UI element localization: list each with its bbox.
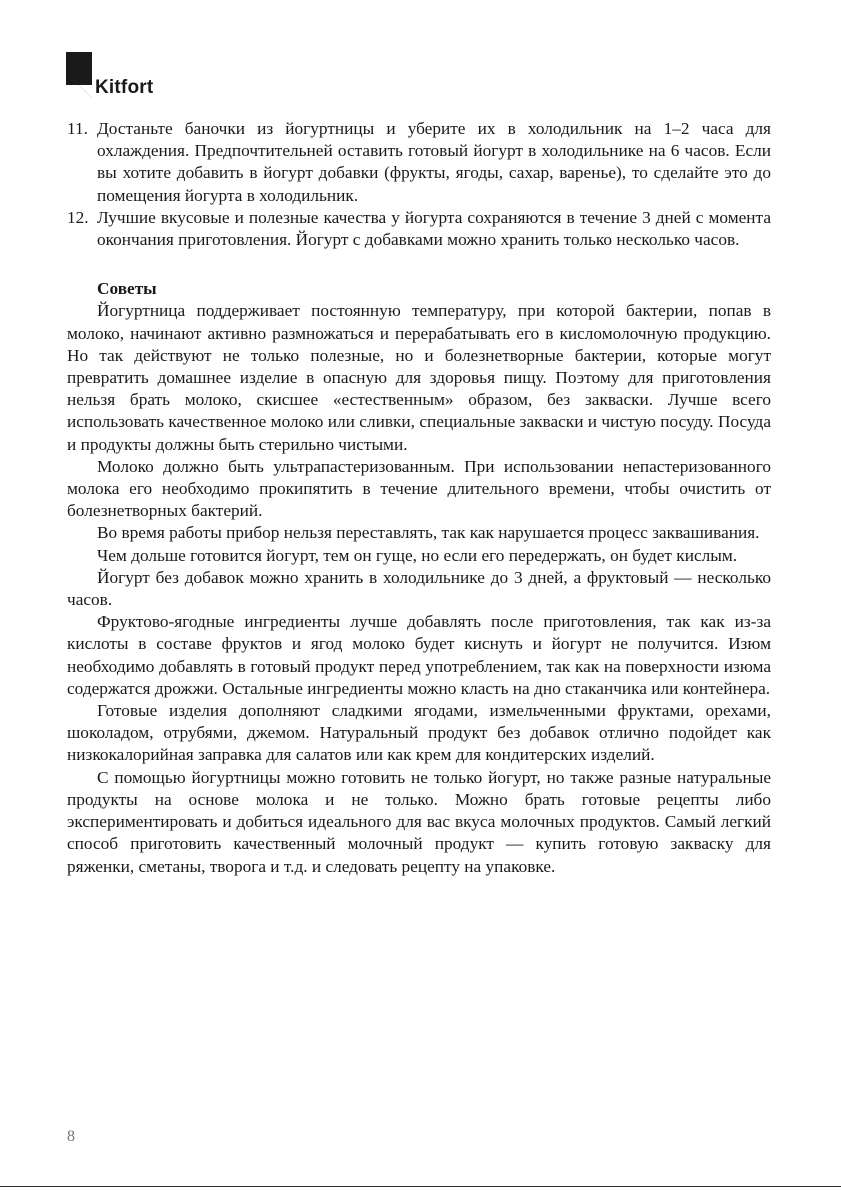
bottom-divider: [0, 1186, 841, 1187]
brand-logo: [66, 52, 153, 98]
paragraph: С помощью йогуртницы можно готовить не только йогурт, но также разные натуральные продукты на основе молока и не только. Можно брать готовые рецепты либо экспериментировать и добиться идеального для вас вкуса молочных продуктов. Самый легкий способ приготовить качественный молочный продукт — купить готовую закваску для ряженки, сметаны, творога и т.д. и следовать рецепту на упаковке.: [67, 767, 771, 876]
paragraph: Йогуртница поддерживает постоянную температуру, при которой бактерии, попав в молоко, начинают активно размножаться и перерабатывать его в кисломолочную продукцию. Но так действуют не только полезные, но и болезнетворные бактерии, которые могут превратить домашнее изделие в опасную для здоровья пищу. Поэтому для приготовления нельзя брать молоко, скисшее «естественным» образом, без закваски. Лучше всего использовать качественное молоко или сливки, специальные закваски и чистую посуду. Посуда и продукты должны быть стерильно чистыми.: [67, 301, 771, 454]
list-item: [67, 118, 771, 207]
page-content: [67, 118, 771, 878]
list-item: [67, 207, 771, 251]
paragraph: Готовые изделия дополняют сладкими ягодами, измельченными фруктами, орехами, шоколадом, отрубями, джемом. Натуральный продукт без добавок отлично подойдет как низкокалорийная заправка для салатов или как крем для кондитерских изделий.: [67, 701, 771, 765]
list-item-number: 11.: [67, 119, 88, 138]
brand-name: Kitfort: [95, 77, 154, 98]
list-item-text: Достаньте баночки из йогуртницы и уберите их в холодильник на 1–2 часа для охлаждения. Предпочтительней оставить готовый йогурт в холодильнике на 6 часов. Если вы хотите добавить в йогурт добавки (фрукты, ягоды, сахар, варенье), то сделайте это до помещения йогурта в холодильник.: [97, 119, 771, 205]
list-item-number: 12.: [67, 207, 89, 227]
kitfort-logo-icon: [66, 52, 92, 98]
paragraph: Чем дольше готовится йогурт, тем он гуще, но если его передержать, он будет кислым.: [97, 545, 738, 565]
instruction-list: [67, 118, 771, 251]
paragraph: Во время работы прибор нельзя переставлять, так как нарушается процесс заквашивания.: [97, 523, 760, 543]
section-title: Советы: [97, 279, 157, 299]
page-number: 8: [67, 1128, 75, 1145]
paragraph: Йогурт без добавок можно хранить в холодильнике до 3 дней, а фруктовый — несколько часов.: [67, 567, 771, 610]
paragraph: Молоко должно быть ультрапастеризованным. При использовании непастеризованного молока его необходимо прокипятить в течение длительного времени, чтобы очистить от болезнетворных бактерий.: [67, 456, 771, 521]
paragraph: Фруктово-ягодные ингредиенты лучше добавлять после приготовления, так как из-за кислоты в составе фруктов и ягод молоко будет киснуть и йогурт не получится. Изюм необходимо добавлять в готовый продукт перед употреблением, так как на поверхности изюма содержатся дрожжи. Остальные ингредиенты можно класть на дно стаканчика или контейнера.: [67, 612, 771, 698]
list-item-text: Лучшие вкусовые и полезные качества у йогурта сохраняются в течение 3 дней с момента окончания приготовления. Йогурт с добавками можно хранить только несколько часов.: [97, 207, 771, 250]
